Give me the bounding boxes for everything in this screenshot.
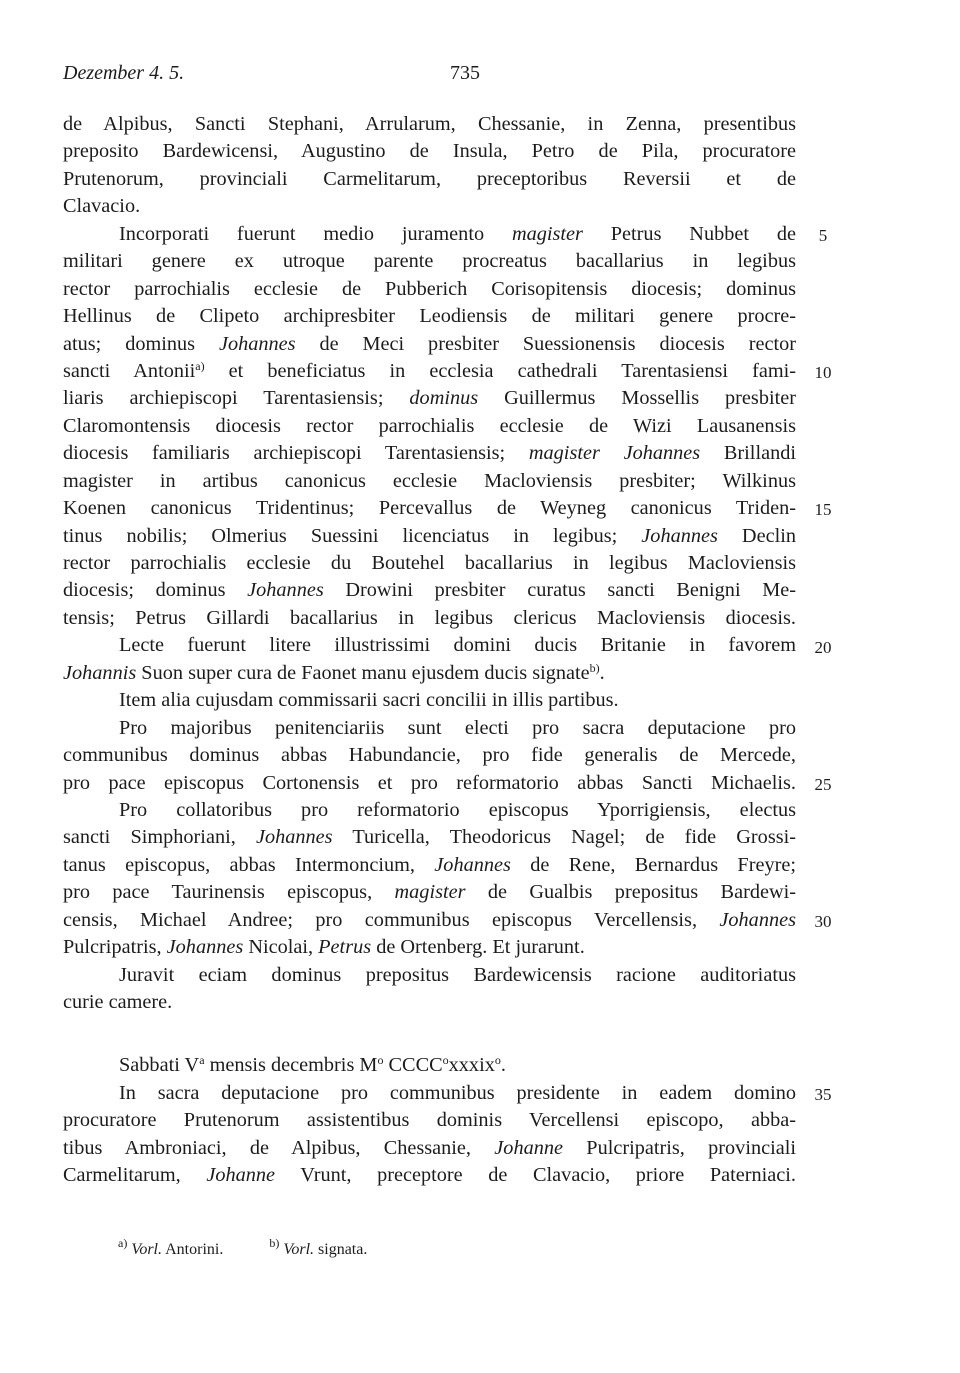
text-segment: pro pace episcopus Cortonensis et pro reformatorio abbas Sancti Michaelis. [63,771,796,794]
text-segment: et beneficiatus in ecclesia cathedrali Tarentasiensi fami- [204,359,797,382]
text-segment: Turicella, Theodoricus Nagel; de fide Grossi- [332,826,796,849]
text-segment: xxxix [448,1054,495,1077]
text-segment: sancti Simphoriani, [63,826,256,849]
footnote-mark: b) [269,1236,280,1250]
text-segment: Declin [717,524,796,547]
text-segment: de Ortenberg. Et jurarunt. [371,936,585,959]
text-line [63,742,796,769]
text-segment: Petrus Nubbet de [582,222,796,245]
text-line [63,248,796,275]
italic-text: Johannes [255,826,333,849]
text-line [63,770,796,797]
text-segment: Item alia cujusdam commissarii sacri concilii in illis partibus. [119,689,619,712]
line-number: 25 [814,774,832,794]
text-line [63,440,796,467]
text-line [63,468,796,495]
italic-text: Johanne [494,1136,564,1159]
footnote [118,1238,223,1262]
section-gap [63,1016,796,1052]
footnotes [118,1238,413,1262]
text-segment: diocesis familiaris archiepiscopi Tarentasiensis; [63,442,529,465]
text-line [63,276,796,303]
italic-text: Johanne [206,1164,276,1187]
text-segment: . [500,1054,506,1077]
text-segment: Clavacio. [63,195,141,218]
text-line [63,495,796,522]
text-line [63,962,796,989]
text-line [63,111,796,138]
text-segment: Pro majoribus penitenciariis sunt electi pro sacra deputacione pro [119,716,796,739]
text-segment: CCCC [383,1054,443,1077]
superscript: o [442,1053,449,1068]
text-line [63,550,796,577]
italic-text: Johannes [218,332,296,355]
text-line [63,138,796,165]
text-segment: militari genere ex utroque parente procreatus bacallarius in legibus [63,250,796,273]
text-segment [600,442,624,464]
text-segment: diocesis; dominus [63,579,248,602]
text-segment: rector parrochialis ecclesie du Boutehel bacallarius in legibus Macloviensis [63,552,796,574]
text-segment: atus; dominus [63,332,219,355]
running-head: Dezember 4. 5. [63,62,185,84]
italic-text: Johannes [166,936,244,959]
text-segment: Koenen canonicus Tridentinus; Percevallus de Weyneg canonicus Triden- [63,497,796,520]
text-segment: pro pace Taurinensis episcopus, [63,881,395,904]
text-segment: Vrunt, preceptore de Clavacio, priore Paterniaci. [275,1164,796,1187]
text-segment: Pulcripatris, [63,936,167,959]
text-segment: liaris archiepiscopi Tarentasiensis; [63,387,410,410]
text-line [63,797,796,824]
text-line [63,687,796,714]
text-segment: procuratore Prutenorum assistentibus dominis Vercellensi episcopo, abba- [63,1109,796,1132]
line-number: 15 [814,500,832,520]
text-segment: rector parrochialis ecclesie de Pubberich Corisopitensis diocesis; dominus [63,277,796,300]
text-line [63,852,796,879]
superscript: o [494,1053,501,1068]
line-number: 5 [818,225,828,245]
text-segment: de Alpibus, Sancti Stephani, Arrularum, Chessanie, in Zenna, presentibus [63,113,796,135]
main-text [63,111,796,1190]
text-line [63,934,796,961]
text-segment: Carmelitarum, [63,1164,207,1187]
text-segment: Incorporati fuerunt medio juramento [119,222,512,245]
text-segment: mensis decembris M [204,1054,378,1077]
text-segment: sancti Antonii [63,359,196,382]
text-line [63,303,796,330]
line-number: 20 [814,637,832,657]
text-segment: In sacra deputacione pro communibus presidente in eadem domino [119,1081,796,1104]
text-segment: Nicolai, [243,936,319,959]
footnote-mark: a) [118,1236,128,1250]
text-line [63,193,796,220]
text-segment: communibus dominus abbas Habundancie, pro fide generalis de Mercede, [63,744,796,767]
footnote-text: signata. [318,1241,368,1258]
italic-text: Johannes [434,853,511,876]
text-segment: Pulcripatris, provinciali [563,1136,797,1159]
line-number: 35 [814,1085,832,1105]
text-segment: de Rene, Bernardus Freyre; [510,853,796,876]
footnote [269,1238,367,1262]
line-number: 10 [814,363,832,383]
text-line [63,221,796,248]
text-line [63,413,796,440]
text-line [63,1107,796,1134]
text-line [63,824,796,851]
text-segment: tanus episcopus, abbas Intermoncium, [63,853,435,876]
text-line [63,1135,796,1162]
text-line [63,523,796,550]
text-segment: Juravit eciam dominus prepositus Bardewicensis racione auditoriatus [119,963,796,986]
italic-text: Johannes [719,908,796,931]
text-segment: Pro collatoribus pro reformatorio episcopus Yporrigiensis, electus [119,798,796,821]
page-header [63,58,803,88]
text-line [63,1080,796,1107]
text-line [63,166,796,193]
text-segment: Guillermus Mossellis presbiter [478,387,796,410]
footnote-label: Vorl. [283,1241,315,1258]
text-line [63,605,796,632]
text-line [63,660,796,687]
italic-text: Johannes [247,579,324,602]
italic-text: Johannes [641,524,718,547]
text-segment: tinus nobilis; Olmerius Suessini licenciatus in legibus; [63,524,642,547]
text-segment: de Gualbis prepositus Bardewi- [465,881,796,904]
superscript: a [199,1053,205,1068]
italic-text: magister [511,222,583,245]
text-segment: Claromontensis diocesis rector parrochialis ecclesie de Wizi Lausanensis [63,414,796,437]
italic-text: Johannis [63,661,137,684]
text-line [63,358,796,385]
text-line [63,989,796,1016]
superscript: b) [589,660,600,675]
page-number: 735 [450,62,480,84]
superscript: o [377,1053,384,1068]
italic-text: magister [528,442,600,465]
text-line [63,577,796,604]
text-segment: censis, Michael Andree; pro communibus episcopus Vercellensis, [63,908,720,931]
text-segment: magister in artibus canonicus ecclesie Macloviensis presbiter; Wilkinus [63,469,796,492]
text-line [63,385,796,412]
text-segment: Suon super cura de Faonet manu ejusdem ducis signate [136,661,590,684]
superscript: a) [195,358,205,373]
italic-text: Petrus [318,936,372,959]
text-segment: tibus Ambroniaci, de Alpibus, Chessanie, [63,1136,495,1159]
text-line [63,715,796,742]
text-line [63,1162,796,1189]
text-line [63,632,796,659]
italic-text: dominus [409,387,479,410]
text-segment: preposito Bardewicensi, Augustino de Insula, Petro de Pila, procuratore [63,140,796,163]
text-segment: de Meci presbiter Suessionensis diocesis rector [295,332,796,355]
text-segment: Prutenorum, provinciali Carmelitarum, preceptoribus Reversii et de [63,167,796,190]
footnote-label: Vorl. [131,1241,162,1258]
text-line [63,1052,796,1079]
text-segment: . [599,661,605,684]
text-segment: curie camere. [63,991,173,1013]
line-number: 30 [814,912,832,932]
footnote-text: Antorini. [165,1241,224,1258]
text-segment: tensis; Petrus Gillardi bacallarius in legibus clericus Macloviensis diocesis. [63,606,796,629]
text-line [63,879,796,906]
text-segment: Hellinus de Clipeto archipresbiter Leodiensis de militari genere procre- [63,305,796,328]
text-segment: Sabbati V [119,1054,200,1077]
text-line [63,907,796,934]
text-segment: Drowini presbiter curatus sancti Benigni Me- [323,579,797,602]
italic-text: Johannes [623,442,701,465]
text-segment: Lecte fuerunt litere illustrissimi domini ducis Britanie in favorem [119,634,796,657]
text-segment: Brillandi [700,442,796,465]
italic-text: magister [394,881,466,904]
text-line [63,331,796,358]
